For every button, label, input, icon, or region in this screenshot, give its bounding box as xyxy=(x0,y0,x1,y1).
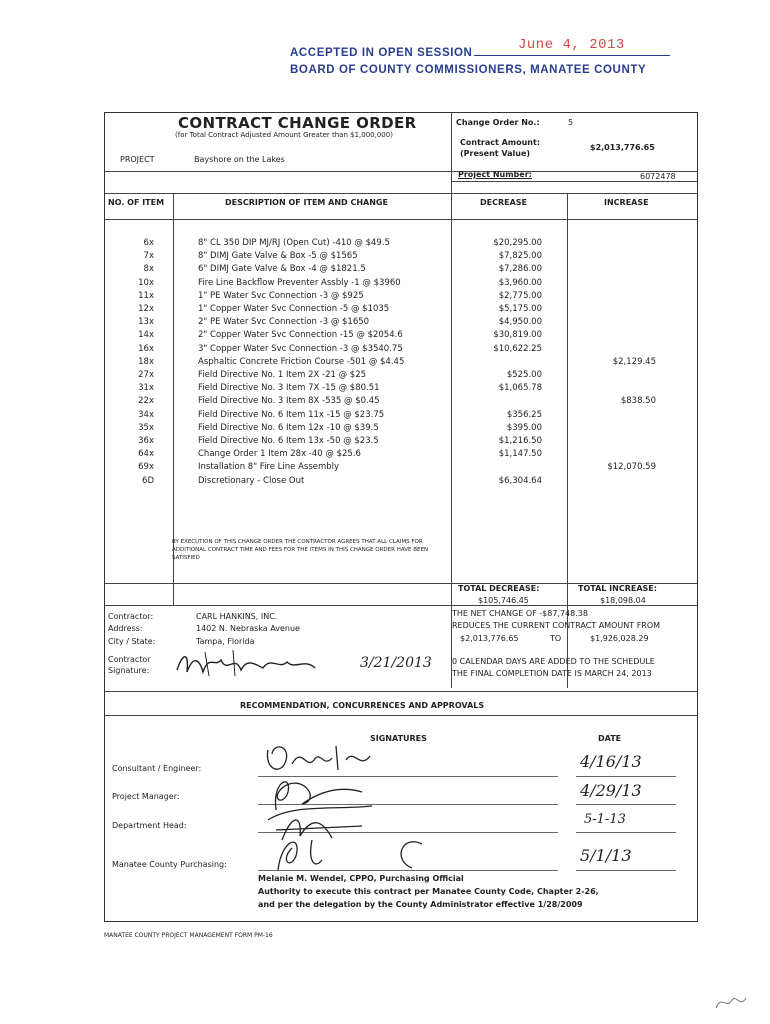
row-description: 3" Copper Water Svc Connection -3 @ $3540.75 xyxy=(198,344,403,354)
contractor-signature-date: 3/21/2013 xyxy=(360,655,432,671)
row-item-number: 27x xyxy=(138,370,154,380)
row-decrease-amount: $10,622.25 xyxy=(493,344,542,354)
contractor-value: CARL HANKINS, INC. xyxy=(196,612,278,621)
form-footer: MANATEE COUNTY PROJECT MANAGEMENT FORM PM-16 xyxy=(104,932,273,939)
divider xyxy=(105,605,697,606)
row-increase-amount: $838.50 xyxy=(620,396,656,406)
row-item-number: 8x xyxy=(143,264,154,274)
row-item-number: 22x xyxy=(138,396,154,406)
row-decrease-amount: $4,950.00 xyxy=(498,317,542,327)
project-number-value: 6072478 xyxy=(640,172,676,181)
contractor-label: Contractor: xyxy=(108,612,154,621)
divider xyxy=(451,181,697,182)
project-number-label: Project Number: xyxy=(458,170,532,179)
column-header-increase: INCREASE xyxy=(604,198,649,207)
project-manager-date: 4/29/13 xyxy=(580,781,642,800)
form-title: CONTRACT CHANGE ORDER xyxy=(178,114,417,132)
row-decrease-amount: $7,825.00 xyxy=(498,251,542,261)
project-manager-label: Project Manager: xyxy=(112,792,180,801)
row-description: Fire Line Backflow Preventer Assbly -1 @ $3960 xyxy=(198,278,401,288)
row-decrease-amount: $1,216.50 xyxy=(498,436,542,446)
signatures-label: SIGNATURES xyxy=(370,734,427,743)
row-description: Discretionary - Close Out xyxy=(198,476,305,486)
row-item-number: 69x xyxy=(138,462,154,472)
contract-amount-label: Contract Amount: xyxy=(460,138,541,147)
row-description: 2" PE Water Svc Connection -3 @ $1650 xyxy=(198,317,370,327)
row-description: 8" CL 350 DIP MJ/RJ (Open Cut) -410 @ $49.5 xyxy=(198,238,390,248)
row-decrease-amount: $6,304.64 xyxy=(498,476,542,486)
row-description: Field Directive No. 3 Item 8X -535 @ $0.45 xyxy=(198,396,380,406)
column-header-description: DESCRIPTION OF ITEM AND CHANGE xyxy=(225,198,388,207)
row-description: Field Directive No. 6 Item 13x -50 @ $23.5 xyxy=(198,436,379,446)
row-item-number: 12x xyxy=(138,304,154,314)
address-label: Address: xyxy=(108,624,143,633)
purchasing-official-name: Melanie M. Wendel, CPPO, Purchasing Official xyxy=(258,874,464,883)
row-item-number: 6D xyxy=(142,476,154,486)
consultant-label: Consultant / Engineer: xyxy=(112,764,202,773)
row-description: 2" Copper Water Svc Connection -15 @ $2054.6 xyxy=(198,330,403,340)
purchasing-official-signature xyxy=(262,830,442,876)
calendar-line-1: 0 CALENDAR DAYS ARE ADDED TO THE SCHEDULE xyxy=(452,657,655,666)
total-increase-value: $18,098.04 xyxy=(600,596,646,605)
row-decrease-amount: $1,147.50 xyxy=(498,449,542,459)
row-item-number: 7x xyxy=(143,251,154,261)
signature-blank-line xyxy=(474,47,670,56)
row-description: Field Directive No. 3 Item 7X -15 @ $80.51 xyxy=(198,383,380,393)
row-item-number: 13x xyxy=(138,317,154,327)
date-line xyxy=(576,870,676,871)
city-label: City / State: xyxy=(108,637,156,646)
form-subtitle: (for Total Contract Adjusted Amount Greater than $1,000,000) xyxy=(175,131,393,139)
row-decrease-amount: $3,960.00 xyxy=(498,278,542,288)
row-decrease-amount: $20,295.00 xyxy=(493,238,542,248)
row-item-number: 64x xyxy=(138,449,154,459)
change-order-value: 5 xyxy=(568,118,574,127)
calendar-line-2: THE FINAL COMPLETION DATE IS MARCH 24, 2013 xyxy=(452,669,652,678)
date-label: DATE xyxy=(598,734,622,743)
row-decrease-amount: $356.25 xyxy=(506,410,542,420)
row-description: Change Order 1 Item 28x -40 @ $25.6 xyxy=(198,449,361,459)
row-description: Field Directive No. 1 Item 2X -21 @ $25 xyxy=(198,370,367,380)
date-line xyxy=(576,776,676,777)
row-increase-amount: $2,129.45 xyxy=(612,357,656,367)
row-decrease-amount: $525.00 xyxy=(506,370,542,380)
change-order-label: Change Order No.: xyxy=(456,118,540,127)
row-description: 6" DIMJ Gate Valve & Box -4 @ $1821.5 xyxy=(198,264,366,274)
net-change-line: THE NET CHANGE OF -$87,748.38 xyxy=(452,609,588,618)
consultant-date: 4/16/13 xyxy=(580,752,642,771)
row-item-number: 11x xyxy=(138,291,154,301)
row-item-number: 31x xyxy=(138,383,154,393)
row-item-number: 16x xyxy=(138,344,154,354)
row-description: Installation 8" Fire Line Assembly xyxy=(198,462,340,472)
date-line xyxy=(576,832,676,833)
accepted-in-open-session xyxy=(290,47,670,59)
authority-line-2: and per the delegation by the County Administrator effective 1/28/2009 xyxy=(258,900,583,909)
row-decrease-amount: $7,286.00 xyxy=(498,264,542,274)
city-value: Tampa, Florida xyxy=(196,637,255,646)
row-item-number: 10x xyxy=(138,278,154,288)
total-increase-label: TOTAL INCREASE: xyxy=(578,584,657,593)
change-order-form xyxy=(104,112,698,922)
approval-date-stamp: June 4, 2013 xyxy=(518,37,625,53)
row-description: Field Directive No. 6 Item 11x -15 @ $23.75 xyxy=(198,410,385,420)
row-decrease-amount: $1,065.78 xyxy=(498,383,542,393)
column-header-decrease: DECREASE xyxy=(480,198,528,207)
total-decrease-label: TOTAL DECREASE: xyxy=(458,584,540,593)
row-item-number: 18x xyxy=(138,357,154,367)
project-value: Bayshore on the Lakes xyxy=(194,155,285,164)
divider xyxy=(105,171,697,172)
board-line: BOARD OF COUNTY COMMISSIONERS, MANATEE COUNTY xyxy=(290,64,647,76)
release-note: BY EXECUTION OF THIS CHANGE ORDER THE CONTRACTOR AGREES THAT ALL CLAIMS FOR ADDITIONAL CONTRACT TIME AND FEES FOR THE ITEMS IN THIS CHANGE ORDER HAVE BEEN SATISFIED xyxy=(172,539,429,561)
accepted-label: ACCEPTED IN OPEN SESSION xyxy=(290,47,473,59)
recommendation-title: RECOMMENDATION, CONCURRENCES AND APPROVALS xyxy=(240,701,485,710)
date-line xyxy=(576,804,676,805)
row-item-number: 36x xyxy=(138,436,154,446)
row-decrease-amount: $30,819.00 xyxy=(493,330,542,340)
from-amount: $2,013,776.65 xyxy=(460,634,519,643)
row-item-number: 6x xyxy=(143,238,154,248)
manatee-purchasing-label: Manatee County Purchasing: xyxy=(112,860,227,869)
project-label: PROJECT xyxy=(120,155,155,164)
department-head-label: Department Head: xyxy=(112,821,187,830)
to-label: TO xyxy=(550,634,562,643)
authority-line-1: Authority to execute this contract per Manatee County Code, Chapter 2-26, xyxy=(258,887,599,896)
total-decrease-value: $105,746.45 xyxy=(478,596,529,605)
divider xyxy=(105,715,697,716)
to-amount: $1,926,028.29 xyxy=(590,634,649,643)
contractor-signature-label: Contractor Signature: xyxy=(108,655,151,675)
column-header-item: NO. OF ITEM xyxy=(108,198,165,207)
purchasing-date: 5/1/13 xyxy=(580,846,632,865)
row-decrease-amount: $2,775.00 xyxy=(498,291,542,301)
divider xyxy=(105,691,697,692)
row-decrease-amount: $5,175.00 xyxy=(498,304,542,314)
row-decrease-amount: $395.00 xyxy=(506,423,542,433)
row-item-number: 14x xyxy=(138,330,154,340)
row-increase-amount: $12,070.59 xyxy=(607,462,656,472)
contract-amount-value: $2,013,776.65 xyxy=(590,143,655,152)
department-head-date: 5-1-13 xyxy=(584,812,626,827)
reduces-line: REDUCES THE CURRENT CONTRACT AMOUNT FROM xyxy=(452,621,661,630)
divider xyxy=(105,219,697,220)
row-description: 1" PE Water Svc Connection -3 @ $925 xyxy=(198,291,364,301)
address-value: 1402 N. Nebraska Avenue xyxy=(196,624,300,633)
row-description: Field Directive No. 6 Item 12x -10 @ $39.5 xyxy=(198,423,379,433)
divider xyxy=(105,193,697,194)
contractor-signature xyxy=(175,648,355,680)
row-description: 8" DIMJ Gate Valve & Box -5 @ $1565 xyxy=(198,251,358,261)
corner-signature-mark xyxy=(712,990,752,1014)
row-item-number: 35x xyxy=(138,423,154,433)
row-description: 1" Copper Water Svc Connection -5 @ $1035 xyxy=(198,304,390,314)
row-item-number: 34x xyxy=(138,410,154,420)
row-description: Asphaltic Concrete Friction Course -501 @ $4.45 xyxy=(198,357,405,367)
present-value-label: (Present Value) xyxy=(460,149,531,158)
